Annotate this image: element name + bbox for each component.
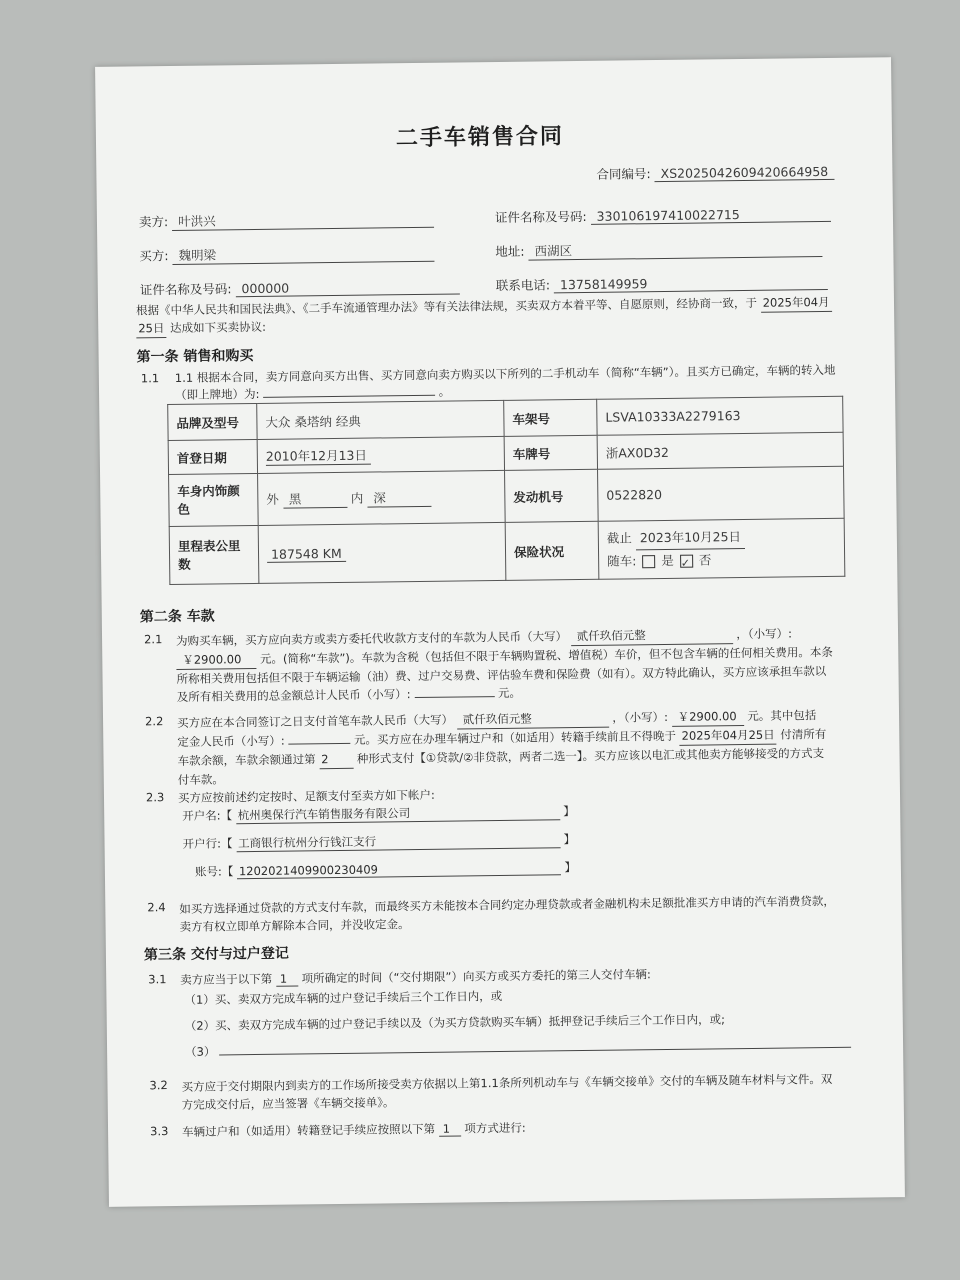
clause-2-2-date: 2025年04月25日 — [680, 726, 777, 746]
clause-2-4-num: 2.4 — [147, 900, 166, 915]
clause-3-1-option-3-label: （3） — [185, 1044, 216, 1059]
plate-value: 浙AX0D32 — [597, 432, 843, 469]
clause-2-2-f: 付清所有 — [780, 727, 827, 742]
clause-2-3-text: 买方应按前述约定按时、足额支付至卖方如下帐户: — [177, 787, 435, 805]
clause-3-3 — [182, 1120, 526, 1140]
plate-label: 车牌号 — [504, 435, 597, 470]
clause-3-2-a: 买方应于交付期限内到卖方的工作场所接受卖方依据以上第1.1条所列机动车与《车辆交接单》交付的车辆及随车材料与文件。双 — [181, 1071, 833, 1094]
engine-value: 0522820 — [598, 466, 845, 521]
inner-prefix: 内 — [350, 490, 364, 506]
clause-2-2-c: 元。其中包括 — [747, 708, 817, 723]
table-row — [169, 518, 845, 584]
buyer-id-row — [140, 276, 460, 298]
clause-2-2-g: 车款余额，车款余额通过第 — [177, 752, 316, 768]
account-name-label: 开户名:【 — [182, 808, 233, 823]
clause-2-2-e: 元。买方应在办理车辆过户和（如适用）转籍手续前且不得晚于 — [353, 728, 677, 747]
clause-3-1-option-3-blank — [219, 1047, 851, 1056]
clause-3-3-item: 1 — [439, 1122, 461, 1137]
page-title: 二手车销售合同 — [395, 124, 565, 152]
clause-2-1-b: ，（小写）: — [736, 626, 793, 642]
insurance-label: 保险状况 — [505, 521, 599, 580]
clause-2-1-amount-cn: 贰仟玖佰元整 — [571, 625, 733, 646]
phone-label: 联系电话: — [495, 277, 551, 294]
seller-id-row — [495, 204, 831, 226]
account-bank-label: 开户行:【 — [182, 836, 233, 851]
account-bank-close: 】 — [563, 832, 576, 847]
contract-page — [95, 57, 905, 1207]
table-row — [169, 466, 845, 526]
mileage-label: 里程表公里数 — [169, 525, 259, 584]
clause-3-1-num: 3.1 — [148, 972, 167, 987]
clause-2-4-a: 如买方选择通过贷款的方式支付车款，而最终买方未能按本合同约定办理贷款或者金融机构未足额批准买方申请的汽车消费贷款， — [179, 893, 835, 916]
account-bank-row — [182, 831, 575, 853]
clause-3-1-option-2: （2）买、卖双方完成车辆的过户登记手续以及（为买方贷款购买车辆）抵押登记手续后三个工作日内，或; — [184, 1012, 726, 1033]
no-checkbox[interactable] — [680, 555, 693, 568]
clause-1-1-text-b: （即上牌地）为: — [174, 386, 260, 402]
clause-3-1 — [180, 966, 651, 988]
no-label: 否 — [698, 552, 712, 568]
section-2-title: 第二条 车款 — [139, 608, 215, 626]
brand-value: 大众 桑塔纳 经典 — [257, 400, 504, 439]
address-value: 西湖区 — [528, 238, 822, 261]
account-name-close: 】 — [563, 804, 575, 819]
clause-2-4-b: 卖方有权立即单方解除本合同，并没收定金。 — [179, 917, 410, 934]
address-label: 地址: — [495, 243, 525, 260]
clause-3-1-option-1: （1）买、卖双方完成车辆的过户登记手续后三个工作日内，或 — [184, 988, 503, 1007]
seller-value: 叶洪兴 — [172, 209, 434, 231]
phone-row — [496, 272, 828, 294]
account-no-close: 】 — [564, 860, 577, 875]
clause-2-1-a: 为购买车辆，买方应向卖方或卖方委托代收款方支付的车款为人民币（大写） — [175, 629, 568, 648]
color-label: 车身内饰颜色 — [169, 473, 259, 526]
reg-value: 2010年12月13日 — [266, 446, 371, 466]
mileage-value: 187548 KM — [267, 545, 346, 562]
clause-2-2-d: 定金人民币（小写）: — [177, 733, 285, 749]
yes-label: 是 — [661, 552, 674, 569]
clause-1-1-text-a: 1.1 根据本合同，卖方同意向买方出售、买方同意向卖方购买以下所列的二手机动车（简称“车辆”）。且买方已确定，车辆的转入地 — [174, 362, 836, 385]
clause-2-1-f: 元。 — [497, 685, 522, 701]
clause-2-2-b: ，（小写）: — [612, 709, 669, 725]
clause-2-1-amount: ￥2900.00 — [176, 650, 256, 670]
buyer-value: 魏明梁 — [172, 243, 434, 265]
clause-3-1-option-3 — [185, 1036, 851, 1060]
seller-id-label: 证件名称及号码: — [494, 208, 587, 226]
clause-1-1-text-c: 。 — [438, 384, 451, 399]
insurance-until-value: 2023年10月25日 — [636, 526, 745, 550]
clause-3-1-b: 项所确定的时间（“交付期限”）向买方或买方委托的第三人交付车辆: — [301, 967, 651, 986]
engine-label: 发动机号 — [505, 469, 599, 522]
preamble-date-2: 25日 — [136, 320, 166, 338]
buyer-row — [139, 243, 434, 266]
with-car-label: 随车: — [607, 553, 637, 569]
clause-2-2-h: 种形式支付【①贷款/②非贷款，两者二选一】。买方应该以电汇或其他卖方能够接受的方式支 — [356, 746, 825, 766]
contract-no-label: 合同编号: — [596, 166, 651, 182]
account-no-label: 账号:【 — [194, 864, 234, 879]
phone-value: 13758149959 — [554, 274, 828, 293]
clause-3-2-num: 3.2 — [149, 1078, 168, 1093]
reg-label: 首登日期 — [168, 439, 257, 474]
buyer-id-label: 证件名称及号码: — [139, 281, 232, 298]
account-no-value: 1202021409900230409 — [237, 860, 561, 879]
preamble-text-1: 根据《中华人民共和国民法典》、《二手车流通管理办法》等有关法律法规，买卖双方本着平等、自愿原则，经协商一致，于 — [135, 295, 758, 318]
clause-3-3-a: 车辆过户和（如适用）转籍登记手续应按照以下第 — [181, 1121, 436, 1139]
account-bank-value: 工商银行杭州分行钱江支行 — [236, 831, 560, 852]
clause-2-1-c: 元。(简称“车款”)。车款为含税（包括但不限于车辆购置税、增值税）车价，但不包含车辆的任何相关费用。本条 — [259, 644, 833, 666]
clause-3-2-b: 方完成交付后，应当签署《车辆交接单》。 — [181, 1095, 395, 1112]
outer-color: 黑 — [283, 489, 347, 509]
clause-2-1-e: 及所有相关费用的总金额总计人民币（小写）: — [176, 687, 411, 704]
buyer-label: 买方: — [139, 248, 169, 264]
clause-2-1-total-blank — [414, 696, 494, 698]
account-name-value: 杭州奥保行汽车销售服务有限公司 — [236, 803, 560, 824]
buyer-id-value: 000000 — [235, 278, 459, 297]
section-3-title: 第三条 交付与过户登记 — [143, 945, 289, 964]
clause-2-2-i: 付车款。 — [177, 772, 224, 787]
contract-no-value: XS2025042609420664958 — [655, 164, 835, 182]
yes-checkbox[interactable] — [642, 555, 655, 568]
outer-prefix: 外 — [266, 491, 279, 507]
seller-row — [139, 209, 434, 232]
clause-2-2-num: 2.2 — [144, 714, 164, 729]
clause-1-1-blank — [263, 395, 435, 398]
clause-1-1-num: 1.1 — [140, 371, 160, 386]
vin-label: 车架号 — [504, 399, 597, 436]
clause-2-1-num: 2.1 — [143, 632, 163, 647]
brand-label: 品牌及型号 — [168, 403, 257, 440]
clause-2-1-d: 所称相关费用包括但不限于车辆运输（油）费、过户交易费、评估验车费和保险费（如有）。双方特此确认，买方应该承担车款以 — [176, 664, 827, 686]
insurance-until-label: 截止 — [606, 530, 632, 546]
section-1-title: 第一条 销售和购买 — [136, 347, 254, 366]
clause-3-2 — [181, 1070, 832, 1114]
seller-id-value: 330106197410022715 — [591, 206, 831, 225]
clause-2-2-deposit-blank — [288, 743, 350, 745]
preamble — [136, 294, 832, 338]
preamble-date-1: 2025年04月 — [761, 294, 832, 313]
clause-2-2-a: 买方应在本合同签订之日支付首笔车款人民币（大写） — [177, 712, 454, 730]
clause-2-2-way: 2 — [319, 750, 353, 769]
preamble-text-2: 达成如下买卖协议: — [169, 319, 267, 336]
clause-2-3-num: 2.3 — [145, 790, 165, 805]
vin-value: LSVA10333A2279163 — [597, 396, 843, 435]
seller-label: 卖方: — [138, 214, 169, 230]
clause-3-1-a: 卖方应当于以下第 — [180, 971, 273, 987]
clause-3-3-num: 3.3 — [149, 1124, 169, 1139]
clause-2-2-amount-cn: 贰仟玖佰元整 — [457, 709, 609, 730]
account-name-row — [182, 803, 575, 825]
clause-2-4 — [179, 892, 835, 936]
contract-number — [596, 162, 834, 183]
clause-2-2 — [177, 706, 827, 789]
clause-2-1 — [176, 624, 833, 706]
clause-2-2-amount: ￥2900.00 — [672, 707, 744, 727]
clause-3-3-b: 项方式进行: — [464, 1120, 526, 1136]
inner-color: 深 — [367, 488, 431, 508]
clause-3-1-item: 1 — [276, 971, 298, 986]
vehicle-table — [167, 396, 845, 585]
address-row — [495, 238, 822, 261]
account-no-row — [195, 859, 576, 880]
